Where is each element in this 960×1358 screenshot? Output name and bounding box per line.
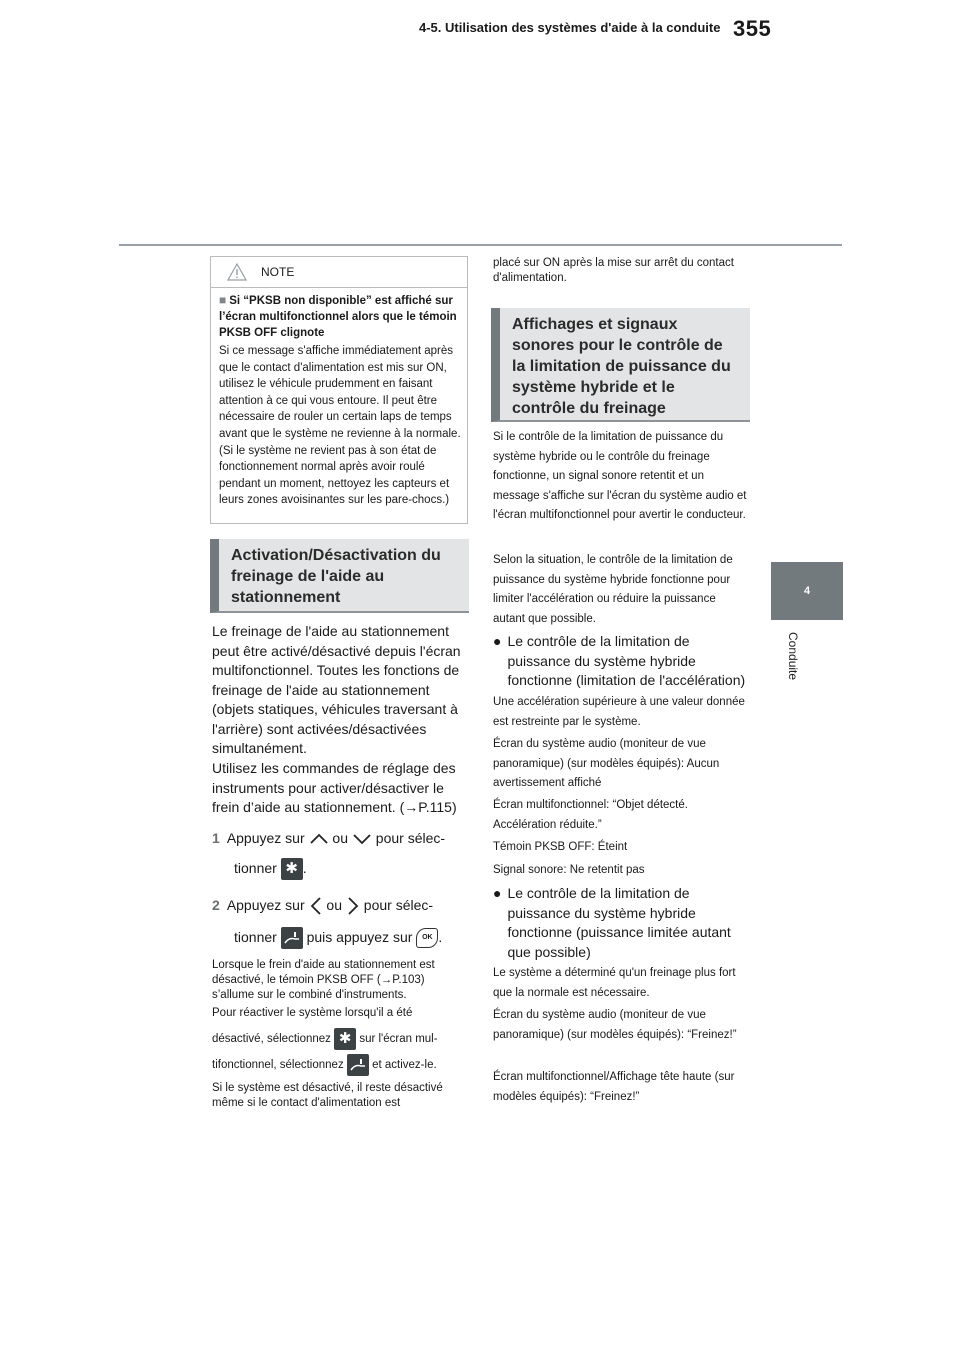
note-box [210,256,468,524]
ok-button-icon: OK [416,928,438,948]
intro-paragraph: Le freinage de l'aide au stationnement peut être activé/désactivé depuis l'écran multifonctionnel. Toutes les fonctions de freinage de l'aide au stationnement (objets statiques, véhicules traversant à l'arrière) sont activées/désactivées simultanément. [212,623,461,756]
bullet2-description: Le système a déterminé qu'un freinage plus fort que la normale est nécessaire. [493,967,736,999]
bullet-power-limited: ● Le contrôle de la limitation de puissance du système hybride fonctionne (puissance limitée autant que possible) [493,884,749,962]
header-divider [119,244,842,246]
reactivate-note-line2: désactivé, sélectionnez ✱ sur l'écran mul- [212,1027,472,1051]
step-2: 2 Appuyez sur ou pour sélec- [212,895,472,916]
chevron-up-icon [309,832,329,846]
bullet1-multi-display: Écran multifonctionnel: “Objet détecté. Accélération réduite.” [493,799,688,831]
note-title: NOTE [261,265,295,279]
step-number: 2 [212,897,220,913]
bullet1-buzzer: Signal sonore: Ne retentit pas [493,864,645,876]
reactivate-note-line3: tifonctionnel, sélectionnez et activez-le. [212,1053,472,1077]
note-subheading: ■ Si “PKSB non disponible” est affiché sur l’écran multifonctionnel alors que le témoin PKSB OFF clignote [219,293,457,339]
warning-icon [227,263,247,281]
bullet-icon: ● [493,885,502,901]
pksb-off-note: Lorsque le frein d'aide au stationnement est désactivé, le témoin PKSB OFF (→P.103) s’allume sur le combiné d'instruments. [212,959,435,1001]
parking-assist-icon [347,1054,369,1076]
bullet2-audio-screen: Écran du système audio (moniteur de vue panoramique) (sur modèles équipés): “Freinez!” [493,1009,737,1041]
bullet1-audio-screen: Écran du système audio (moniteur de vue panoramique) (sur modèles équipés): Aucun avertissement affiché [493,738,720,790]
bullet1-description: Une accélération supérieure à une valeur donnée est restreinte par le système. [493,696,745,728]
displays-intro-paragraph: Si le contrôle de la limitation de puissance du système hybride ou le contrôle du freinage fonctionne, un signal sonore retentit et un message s'affiche sur l'écran du système audio et l'écran multifonctionnel pour avertir le conducteur. [493,431,747,522]
instructions-paragraph: Utilisez les commandes de réglage des instruments pour activer/désactiver le frein d’aide au stationnement. (→P.115) [212,760,457,815]
step-2-line2: tionner puis appuyez sur OK . [234,925,442,949]
disabled-note: Si le système est désactivé, il reste désactivé même si le contact d'alimentation est [212,1082,443,1109]
note-header [211,257,467,288]
section-heading-displays-buzzer: Affichages et signaux sonores pour le contrôle de la limitation de puissance du système hybride et le contrôle du freinage [491,308,750,422]
square-bullet-icon: ■ [219,293,227,307]
bullet-acceleration-limit: ● Le contrôle de la limitation de puissance du système hybride fonctionne (limitation de l'accélération) [493,632,749,691]
chevron-left-icon [309,896,323,916]
parking-assist-icon [281,927,303,949]
page-number: 355 [733,16,772,41]
section-title: 4-5. Utilisation des systèmes d'aide à la conduite [419,20,721,35]
bullet-icon: ● [493,633,502,649]
step-1: 1 Appuyez sur ou pour sélec- [212,830,446,846]
chapter-tab[interactable]: 4 [771,562,843,620]
bullet2-multi-display: Écran multifonctionnel/Affichage tête haute (sur modèles équipés): “Freinez!” [493,1071,735,1103]
power-limit-paragraph: Selon la situation, le contrôle de la limitation de puissance du système hybride fonctionne pour limiter l'accélération ou réduire la puissance autant que possible. [493,554,733,625]
settings-gear-icon: ✱ [334,1028,356,1050]
section-heading-parking-brake: Activation/Désactivation du freinage de l'aide au stationnement [210,539,469,613]
chapter-label: Conduite [786,632,800,681]
reactivate-note-line1: Pour réactiver le système lorsqu'il a été [212,1007,413,1019]
note-body: Si ce message s'affiche immédiatement après que le contact d'alimentation est mis sur ON, utilisez le véhicule prudemment en faisant attention à ce qui vous entoure. Il peut être nécessaire de rouler un certain laps de temps avant que le système ne revienne à la normale. (Si le système ne revient pas à son état de fonctionnement normal après avoir roulé pendant un moment, nettoyez les capteurs et leurs zones avoisinantes sur les pare-chocs.) [219,345,461,507]
step-number: 1 [212,830,220,846]
settings-gear-icon: ✱ [281,858,303,880]
chevron-right-icon [346,896,360,916]
bullet1-pksb-led: Témoin PKSB OFF: Éteint [493,841,628,853]
continuation-text: placé sur ON après la mise sur arrêt du contact d'alimentation. [493,257,734,284]
chevron-down-icon [352,832,372,846]
step-1-line2: tionner ✱ . [234,856,307,880]
